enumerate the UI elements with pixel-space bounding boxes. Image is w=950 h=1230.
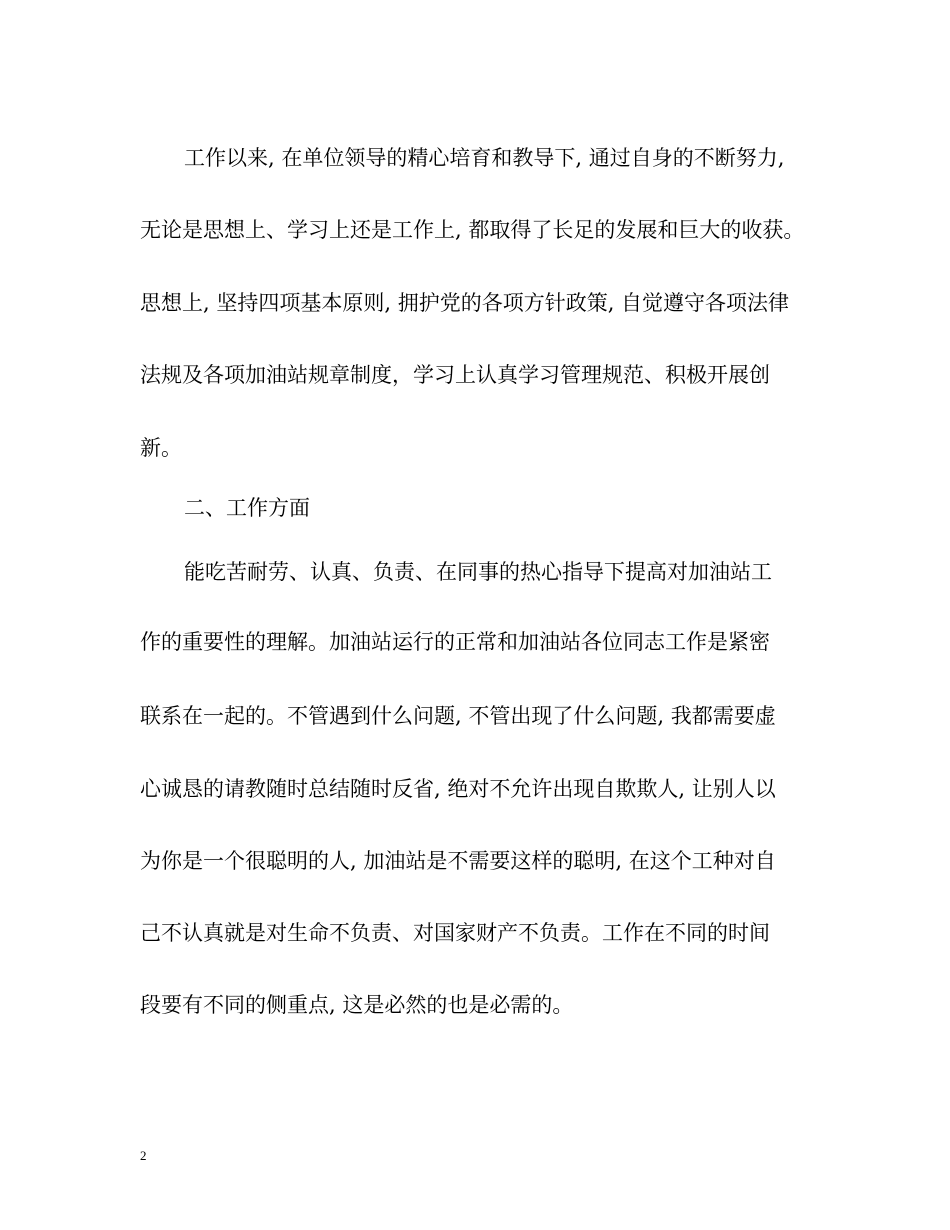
paragraph-1-line-4: 法规及各项加油站规章制度，学习上认真学习管理规范、积极开展创 xyxy=(140,363,770,387)
section-heading: 二、工作方面 xyxy=(184,496,310,520)
paragraph-1-line-3: 思想上, 坚持四项基本原则, 拥护党的各项方针政策, 自觉遵守各项法律 xyxy=(140,291,790,315)
paragraph-2-line-6: 己不认真就是对生命不负责、对国家财产不负责。工作在不同的时间 xyxy=(140,921,770,945)
paragraph-2-line-1: 能吃苦耐劳、认真、负责、在同事的热心指导下提高对加油站工 xyxy=(184,560,772,584)
paragraph-1-line-2: 无论是思想上、学习上还是工作上, 都取得了长足的发展和巨大的收获。 xyxy=(140,218,805,242)
paragraph-1-line-5: 新。 xyxy=(140,436,182,460)
paragraph-2-line-4: 心诚恳的请教随时总结随时反省, 绝对不允许出现自欺欺人, 让别人以 xyxy=(140,777,776,801)
paragraph-1-line-1: 工作以来, 在单位领导的精心培育和教导下, 通过自身的不断努力, xyxy=(184,146,785,170)
paragraph-2-line-2: 作的重要性的理解。加油站运行的正常和加油站各位同志工作是紧密 xyxy=(140,630,770,654)
paragraph-2-line-3: 联系在一起的。不管遇到什么问题, 不管出现了什么问题, 我都需要虚 xyxy=(140,704,776,728)
page-number: 2 xyxy=(140,1148,147,1163)
paragraph-2-line-5: 为你是一个很聪明的人, 加油站是不需要这样的聪明, 在这个工种对自 xyxy=(140,849,776,873)
paragraph-2-line-7: 段要有不同的侧重点, 这是必然的也是必需的。 xyxy=(140,993,574,1017)
